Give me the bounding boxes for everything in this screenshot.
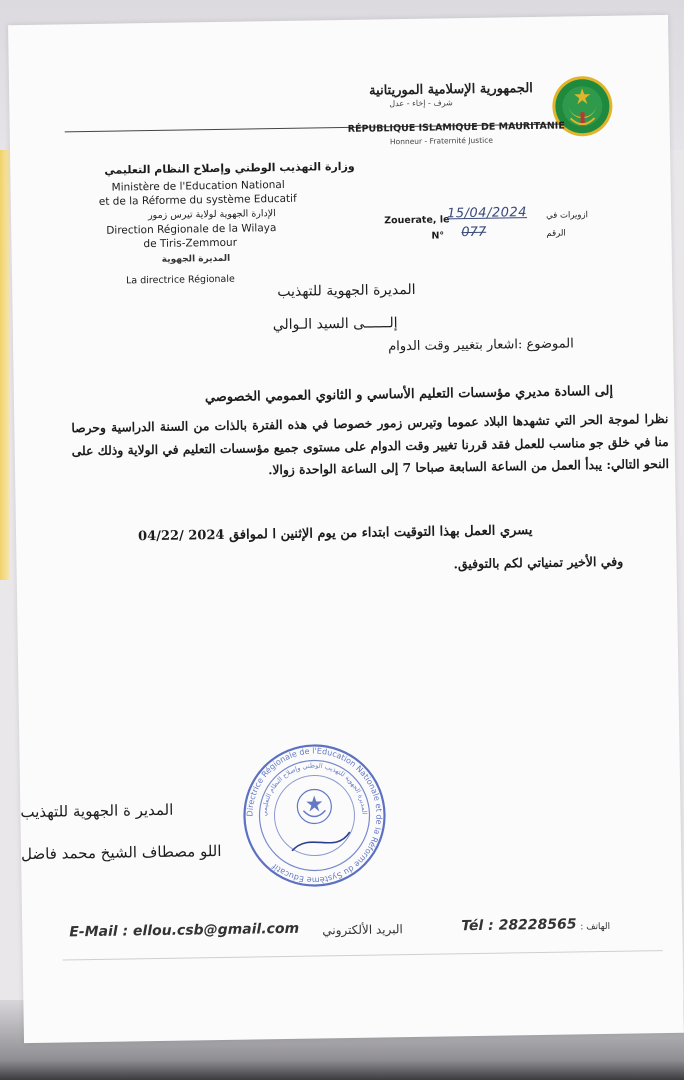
- letter-closing: وفي الأخير تمنياتي لكم بالتوفيق.: [453, 553, 624, 572]
- ministry-name-fr-line2: et de la Réforme du système Educatif: [98, 192, 297, 208]
- handwritten-date: 15/04/2024: [446, 205, 528, 222]
- handwritten-reference-number: 077: [461, 224, 487, 241]
- footer-phone-label-ar: الهاتف :: [580, 921, 611, 933]
- stamp-emblem-icon: [297, 789, 332, 824]
- footer-divider: [63, 950, 663, 960]
- date-label-ar: ازويرات في: [546, 210, 589, 221]
- ministry-name-ar: وزارة التهذيب الوطني وإصلاح النظام التعليمي: [104, 159, 355, 177]
- letter-recipients: إلى السادة مديري مؤسسات التعليم الأساسي و الثانوي العمومي الخصوصي: [204, 383, 614, 406]
- regional-admin-ar: الإدارة الجهوية لولاية تيرس زمور: [147, 208, 276, 222]
- letter-from: المديرة الجهوية للتهذيب: [277, 281, 416, 301]
- footer-phone: Tél : 28228565: [461, 916, 577, 935]
- letter-effective-date: يسري العمل بهذا التوقيت ابتداء من يوم الإثنين ا لموافق 2024 /04/22: [137, 523, 533, 545]
- stamp-signature-scribble: [292, 832, 350, 851]
- signatory-title: المدير ة الجهوية للتهذيب: [20, 800, 174, 822]
- motto-fr: Honneur - Fraternité Justice: [389, 135, 494, 147]
- republic-name-ar: الجمهورية الإسلامية الموريتانية: [369, 81, 533, 99]
- letter-subject: الموضوع :اشعار بتغيير وقت الدوام: [388, 336, 574, 355]
- reference-number-label-ar: الرقم: [546, 228, 566, 239]
- background-folder-edge: [0, 150, 10, 580]
- footer-email: E-Mail : ellou.csb@gmail.com: [69, 920, 300, 941]
- ministry-name-fr-line1: Ministère de l'Education National: [111, 178, 285, 194]
- place-date-label: Zouerate, le: [384, 214, 450, 227]
- letter-to: إلــــــى السيد الـوالي: [272, 315, 398, 334]
- directrice-title-ar: المديرة الجهوية: [161, 253, 231, 265]
- reference-number-label: N°: [431, 230, 445, 242]
- stamp-ring-text-fr: Directrice Régionale de l'Education Nationale et de la Réforme du Système Educatif: [245, 746, 384, 885]
- letter-body-paragraph: نظرا لموجة الحر التي تشهدها البلاد عموما وتيرس زمور خصوصا في هذه الفترة بالذات من السنة الدراسية وحرصا منا في خلق جو مناسب للعمل فقد قررنا تغيير وقت الدوام على مستوى جميع مؤسسات التعليم في الولاية وذلك على النحو التالي: يبدأ العمل من الساعة السابعة صباحا 7 إلى الساعة الواحدة زوالا.: [71, 410, 670, 478]
- motto-ar: شرف - إخاء - عدل: [389, 98, 453, 109]
- directrice-title-fr: La directrice Régionale: [125, 273, 235, 287]
- official-stamp: [238, 739, 390, 891]
- republic-name-fr: RÉPUBLIQUE ISLAMIQUE DE MAURITANIE: [347, 120, 565, 135]
- wilaya-name-fr: de Tiris-Zemmour: [143, 236, 238, 251]
- letter-page: [8, 15, 684, 1043]
- signatory-name: اللو مصطاف الشيخ محمد فاضل: [20, 841, 222, 864]
- regional-direction-fr: Direction Régionale de la Wilaya: [106, 222, 277, 237]
- footer-email-label-ar: البريد الألكتروني: [322, 922, 403, 938]
- stamp-ring-text-ar: المديرة الجهوية للتهذيب الوطني وإصلاح النظام التعليمي: [260, 761, 369, 817]
